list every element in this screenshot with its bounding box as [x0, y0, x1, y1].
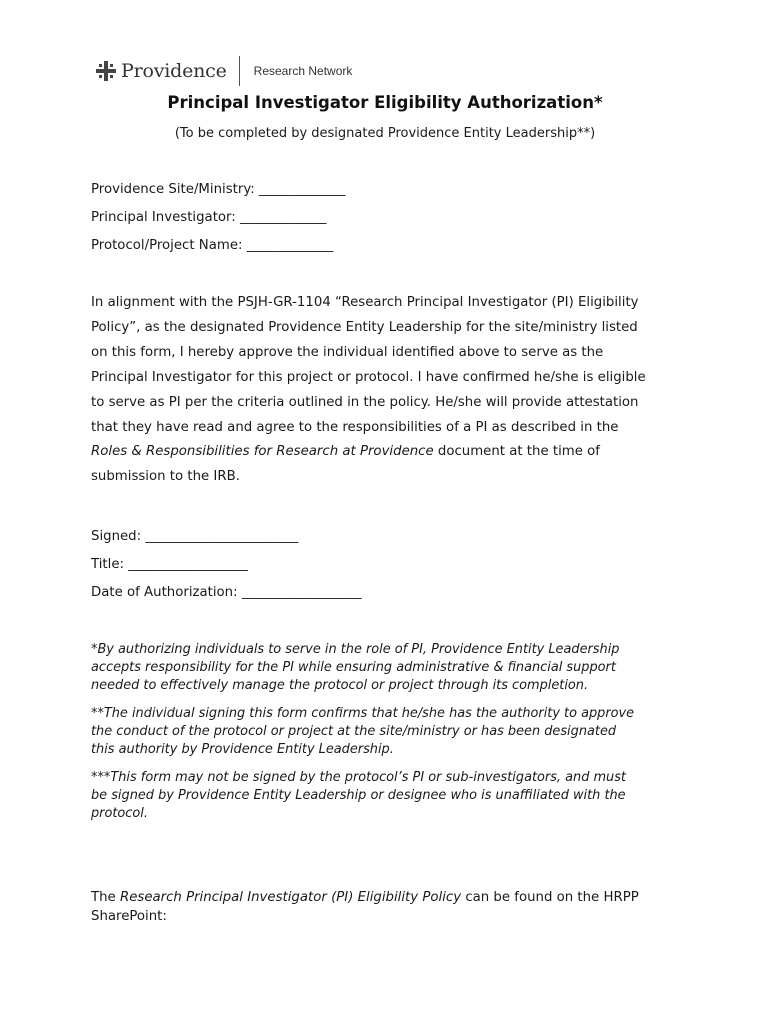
footnote-line: be signed by Providence Entity Leadership or designee who is unaffiliated with the: [91, 788, 626, 804]
field-label: Protocol/Project Name:: [91, 238, 243, 253]
footnote-line: *By authorizing individuals to serve in the role of PI, Providence Entity Leadership: [91, 642, 620, 657]
field-blank: _______________________: [145, 529, 299, 544]
field-blank: __________________: [128, 557, 248, 572]
footnote-line: needed to effectively manage the protocol or project through its completion.: [91, 678, 589, 694]
field-site-ministry: [91, 182, 345, 197]
closing-text: can be found on the HRPP: [461, 890, 639, 905]
providence-logo: [95, 54, 352, 88]
field-label: Signed:: [91, 529, 142, 544]
logo-sub-text: Research Network: [253, 64, 353, 78]
field-blank: __________________: [241, 585, 362, 600]
paragraph-line: Policy”, as the designated Providence Entity Leadership for the site/ministry listed: [91, 319, 638, 335]
roles-document-title: Roles & Responsibilities for Research at Providence: [91, 444, 434, 460]
paragraph-text: document at the time of: [433, 444, 600, 460]
field-signed: [91, 529, 298, 544]
field-label: Title:: [91, 557, 124, 572]
closing-line: [91, 888, 691, 907]
field-label: Date of Authorization:: [91, 585, 238, 600]
logo-brand-text: Providence: [121, 60, 227, 82]
paragraph-line: Principal Investigator for this project or protocol. I have confirmed he/she is eligible: [91, 369, 646, 385]
field-title: [91, 557, 248, 572]
field-blank: _____________: [246, 238, 334, 253]
footnote-1: [91, 641, 691, 696]
footnote-2: [91, 705, 691, 760]
footnote-line: accepts responsibility for the PI while ensuring administrative & financial support: [91, 660, 616, 676]
footnote-line: ***This form may not be signed by the protocol’s PI or sub-investigators, and must: [91, 770, 626, 785]
field-label: Principal Investigator:: [91, 210, 236, 225]
document-subtitle: (To be completed by designated Providence Entity Leadership**): [174, 126, 596, 141]
paragraph-line: on this form, I hereby approve the individual identified above to serve as the: [91, 344, 604, 360]
document-title: Principal Investigator Eligibility Authorization*: [167, 93, 603, 112]
footnote-line: the conduct of the protocol or project at the site/ministry or has been designated: [91, 724, 617, 740]
paragraph-line: [91, 440, 681, 465]
closing-line: SharePoint:: [91, 909, 167, 924]
footnote-3: [91, 769, 691, 824]
authorization-paragraph: [91, 291, 681, 490]
paragraph-line: to serve as PI per the criteria outlined in the policy. He/she will provide attestation: [91, 394, 639, 410]
providence-cross-icon: [95, 60, 117, 82]
paragraph-line: that they have read and agree to the responsibilities of a PI as described in the: [91, 419, 619, 435]
paragraph-line: In alignment with the PSJH-GR-1104 “Research Principal Investigator (PI) Eligibility: [91, 295, 639, 310]
field-principal-investigator: [91, 210, 326, 225]
footnote-line: **The individual signing this form confirms that he/she has the authority to approve: [91, 706, 635, 721]
closing-text: The: [91, 890, 120, 905]
field-date-of-authorization: [91, 585, 362, 600]
logo-divider: [239, 56, 240, 86]
footnote-line: protocol.: [91, 806, 148, 822]
field-blank: _____________: [240, 210, 327, 225]
policy-title: Research Principal Investigator (PI) Eligibility Policy: [119, 890, 462, 905]
field-protocol-name: [91, 238, 333, 253]
paragraph-line: submission to the IRB.: [91, 469, 240, 485]
field-blank: _____________: [258, 182, 346, 197]
policy-location-note: [91, 888, 691, 926]
field-label: Providence Site/Ministry:: [91, 182, 255, 197]
footnote-line: this authority by Providence Entity Leadership.: [91, 742, 394, 758]
